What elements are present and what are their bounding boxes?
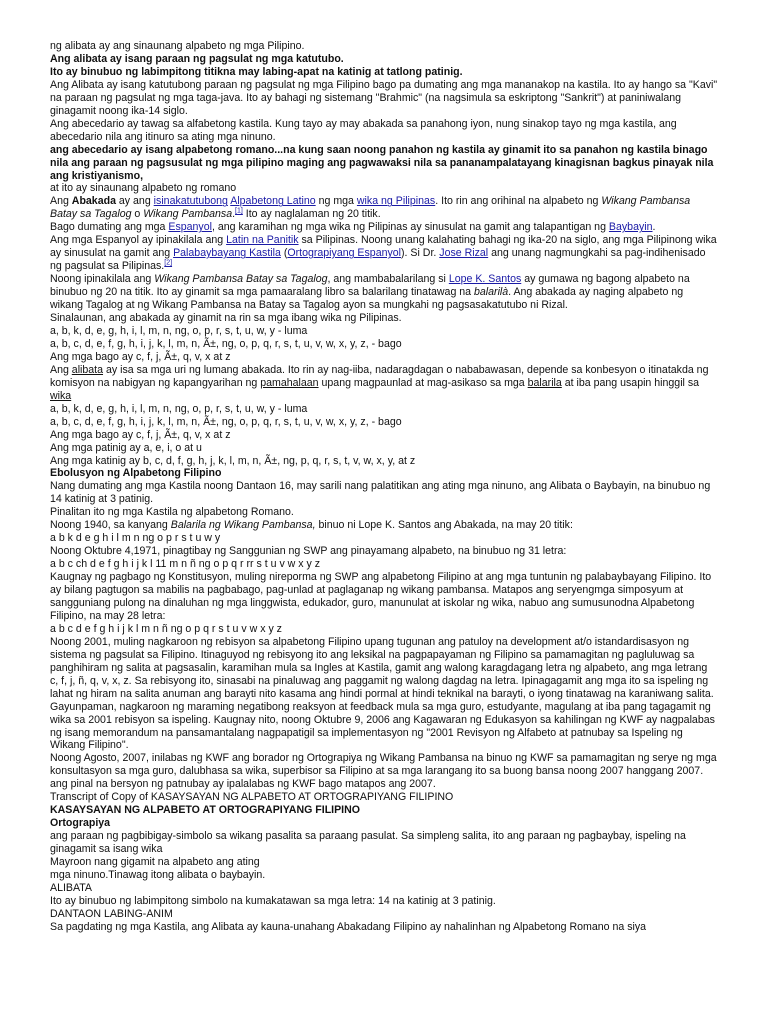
text-run: ang unang nagmungkahi sa pag-indihenisado ng pagsulat sa Pilipinas. — [50, 247, 709, 273]
text-run: Ito ay binubuo ng labimpitong simbolo na kumakatawan sa mga letra: 14 na katinig at 3 patinig. — [50, 894, 496, 907]
underlined-text: balarila — [527, 376, 562, 389]
bold-text: ang abecedario ay isang alpabetong romano...na kung saan noong panahon ng kastila ay ginamit ito sa panahon ng kastila binago nila ang paraan ng pagsusulat ng mga pilipino maging ang pagwawaksi nila sa pananampalatayang kinagisnan bagkus pinayak nila ang kristiyanismo, — [50, 143, 717, 182]
bold-text: Ang alibata ay isang paraan ng pagsulat ng mga katutubo. — [50, 52, 344, 65]
text-run: . Ito rin ang orihinal na alpabeto ng — [435, 195, 602, 208]
text-line — [50, 118, 718, 144]
text-line — [50, 480, 718, 506]
text-run: Noong Oktubre 4,1971, pinagtibay ng Sanggunian ng SWP ang pinayamang alpabeto, na binubuo ng 31 letra: — [50, 545, 567, 558]
hyperlink[interactable]: Alpabetong Latino — [230, 195, 316, 208]
text-line — [50, 416, 718, 429]
text-run: Ang — [50, 195, 72, 208]
text-run: sa Pilipinas. Noong unang kalahating bahagi ng ika-20 na siglo, ang mga Pilipinong wika ay sinusulat na gamit ang — [50, 234, 720, 260]
text-run: a, b, c, d, e, f, g, h, i, j, k, l, m, n, Ã±, ng, o, p, q, r, s, t, u, v, w, x, y, z, - bago — [50, 337, 402, 350]
text-line — [50, 273, 718, 312]
text-run: Ang mga katinig ay b, c, d, f, g, h, j, k, l, m, n, Ã±, ng, p, q, r, s, t, v, w, x, y, at z — [50, 454, 416, 467]
text-line — [50, 455, 718, 468]
italic-text: Wikang Pambansa — [143, 208, 233, 221]
text-line — [50, 830, 718, 856]
hyperlink[interactable]: Palabaybayang Kastila — [173, 247, 281, 260]
text-run: Ang Alibata ay isang katutubong paraan ng pagsulat ng mga Filipino bago pa dumating ang mga mananakop na kastila. Ito ay hango sa "Kavi" na paraan ng pagsulat ng mga taga-java. Ito ay bahagi ng sistemang "Brahmic" (na nagsimula sa eskriptong "Sankrit") at paniniwalang ginagamit noong ika-14 siglo. — [50, 78, 721, 117]
text-line — [50, 804, 718, 817]
text-line — [50, 338, 718, 351]
text-run: Ang mga bago ay c, f, j, Ã±, q, v, x at z — [50, 350, 231, 363]
bold-text: KASAYSAYAN NG ALPABETO AT ORTOGRAPIYANG FILIPINO — [50, 804, 361, 817]
text-run: a, b, c, d, e, f, g, h, i, j, k, l, m, n, Ã±, ng, o, p, q, r, s, t, u, v, w, x, y, z, - bago — [50, 415, 402, 428]
text-run: , ang karamihan ng mga wika ng Pilipinas ay sinusulat na gamit ang talapantigan ng — [211, 221, 609, 234]
text-run: Noong Agosto, 2007, inilabas ng KWF ang borador ng Ortograpiya ng Wikang Pambansa na binuo ng KWF sa pamamagitan ng serye ng mga konsultasyon sa mga guro, dalubhasa sa wika, superbisor sa Filipino at sa mga larangang ito sa buong bansa noong 2007 hanggang 2007. ang pinal na bersyon ng patnubay ay ipalalabas ng KWF bago matapos ang 2007. — [50, 752, 720, 791]
text-run: ng mga — [315, 195, 357, 208]
text-line — [50, 532, 718, 545]
text-line — [50, 467, 718, 480]
text-line — [50, 817, 718, 830]
text-line — [50, 869, 718, 882]
hyperlink[interactable]: Ortograpiyang Espanyol — [287, 247, 402, 260]
text-run: Pinalitan ito ng mga Kastila ng alpabetong Romano. — [50, 506, 294, 519]
text-line — [50, 571, 718, 623]
text-run: Ang abecedario ay tawag sa alfabetong kastila. Kung tayo ay may abakada sa panahong iyon, nung sinakop tayo ng mga kastila, ang abecedario nila ang itinuro sa ating mga ninuno. — [50, 117, 680, 143]
text-run: Sa pagdating ng mga Kastila, ang Alibata ay kauna-unahang Abakadang Filipino ay nahalinhan ng Alpabetong Romano na siya — [50, 920, 647, 933]
text-run: . — [232, 208, 236, 221]
text-run: Ang mga bago ay c, f, j, Ã±, q, v, x at z — [50, 428, 231, 441]
text-run: ay ang — [115, 195, 154, 208]
hyperlink[interactable]: Baybayin — [608, 221, 653, 234]
footnote-ref-link[interactable]: [2] — [164, 259, 173, 267]
text-run: ). Si Dr. — [401, 247, 440, 260]
underlined-text: alibata — [71, 363, 104, 376]
text-line — [50, 908, 718, 921]
bold-text: Ito ay binubuo ng labimpitong titikna may labing-apat na katinig at tatlong patinig. — [50, 65, 463, 78]
text-line — [50, 312, 718, 325]
hyperlink[interactable]: Espanyol — [168, 221, 212, 234]
bold-text: Ebolusyon ng Alpabetong Filipino — [50, 467, 222, 480]
hyperlink[interactable]: isinakatutubong — [153, 195, 228, 208]
text-run: Sinalaunan, ang abakada ay ginamit na rin sa mga ibang wika ng Pilipinas. — [50, 312, 402, 325]
text-run: Gayunpaman, nagkaroon ng maraming negatibong reaksyon at feedback mula sa mga guro, estudyante, magulang at iba pang tagagamit ng wika sa 2001 rebisyon sa ispeling. Kaugnay nito, noong Oktubre 9, 2006 ang Kagawaran ng Edukasyon sa kahilingan ng KWF ay nagpalabas ng isang memorandum na pansamantalang nagpapatigil sa implementasyon ng "2001 Revisyon ng Alfabeto at patnubay sa Ispeling ng Wikang Filipino". — [50, 700, 718, 752]
text-run: binuo ni Lope K. Santos ang Abakada, na may 20 titik: — [315, 519, 573, 532]
text-run: ang paraan ng pagbibigay-simbolo sa wikang pasalita sa paraang pasulat. Sa simpleng salita, ito ang paraan ng pagbaybay, ispeling na ginagamit sa isang wika — [50, 830, 689, 856]
text-run: Noong ipinakilala ang — [50, 273, 155, 286]
text-line — [50, 78, 721, 118]
text-line — [50, 506, 718, 519]
text-run: Kaugnay ng pagbago ng Konstitusyon, muling nireporma ng SWP ang alpabetong Filipino at ang mga tuntunin ng palabaybayang Filipino. Ito ay bilang pagtugon sa mabilis na pagbabago, pag-unlad at paglaganap ng wikang pambansa. Matapos ang seryengmga simposyum at sangguniang pulong na dinaluhan ng mga linggwista, edukador, guro, manunulat at iskolar ng wika, nabuo ang sumusunodna Alpabetong Filipino, na may 28 letra: — [50, 571, 715, 622]
text-line — [50, 791, 718, 804]
text-line — [50, 234, 718, 273]
text-line — [50, 53, 718, 66]
bold-text: Abakada — [71, 195, 116, 208]
text-run: at iba pang usapin hinggil sa — [561, 376, 702, 389]
text-line — [50, 325, 718, 338]
text-line — [50, 364, 718, 403]
footnote-ref — [235, 208, 243, 215]
italic-text: Wikang Pambansa Batay sa Tagalog — [154, 273, 328, 286]
text-run: a b c ch d e f g h i j k l 11 m n ñ ng o p q r rr s t u v w x y z — [50, 558, 321, 571]
text-run: Ang mga patinig ay a, e, i, o at u — [50, 441, 202, 454]
text-run: Noong 1940, sa kanyang — [50, 519, 171, 532]
text-line — [50, 429, 718, 442]
italic-text: Wikang Pambansa Batay sa Tagalog — [50, 195, 694, 221]
text-line — [50, 351, 718, 364]
text-run: Bago dumating ang mga — [50, 221, 169, 234]
text-line — [50, 221, 718, 234]
text-run: ay isa sa mga uri ng lumang abakada. Ito rin ay nag-iiba, nadaragdagan o nababawasan, depende sa konbesyon o itinatakda ng komisyon na nabigyan ng kapangyarihan ng — [50, 363, 712, 389]
text-line — [50, 403, 718, 416]
italic-text: Balarila ng Wikang Pambansa, — [170, 519, 316, 532]
text-run: a b k d e g h i l m n ng o p r s t u w y — [50, 532, 221, 545]
text-run: at ito ay sinaunang alpabeto ng romano — [50, 182, 237, 195]
text-run: Ang mga Espanyol ay ipinakilala ang — [50, 234, 227, 247]
text-run: Ang — [50, 363, 72, 376]
text-line — [50, 623, 718, 636]
text-line — [50, 856, 718, 869]
text-line — [50, 895, 718, 908]
text-run: a b c d e f g h i j k l m n ñ ng o p q r s t u v w x y z — [50, 622, 282, 635]
hyperlink[interactable]: Latin na Panitik — [226, 234, 299, 247]
footnote-ref — [164, 260, 172, 267]
text-run: Nang dumating ang mga Kastila noong Dantaon 16, may sarili nang palatitikan ang ating mga ninuno, ang Alibata o Baybayin, na binubuo ng 14 katinig at 3 patinig. — [50, 480, 714, 506]
text-line — [50, 701, 718, 753]
text-run: a, b, k, d, e, g, h, i, l, m, n, ng, o, p, r, s, t, u, w, y - luma — [50, 402, 308, 415]
footnote-ref-link[interactable]: [1] — [235, 207, 243, 215]
text-run: . — [652, 221, 656, 234]
text-line — [50, 442, 718, 455]
text-run: . Ang abakada ay naging alpabeto ng wikang Tagalog at ng Wikang Pambansa na Batay sa Tagalog ayon sa mungkahi ng pagsasakatutubo ni Rizal. — [50, 286, 687, 312]
text-line — [50, 558, 718, 571]
underlined-text: wika — [50, 389, 72, 402]
underlined-text: pamahalaan — [260, 376, 319, 389]
text-run: mga ninuno.Tinawag itong alibata o baybayin. — [50, 869, 266, 881]
text-line — [50, 182, 718, 195]
text-line — [50, 921, 718, 934]
text-line — [50, 519, 718, 532]
text-run: , ang mambabalarilang si — [327, 273, 449, 286]
text-line — [50, 882, 718, 895]
text-run: o — [131, 208, 144, 221]
hyperlink[interactable]: wika ng Pilipinas — [356, 195, 436, 208]
text-run: Ito ay naglalaman ng 20 titik. — [242, 208, 381, 221]
bold-text: Ortograpiya — [50, 817, 111, 830]
italic-text: balarilà — [474, 286, 509, 299]
text-run: Transcript of Copy of KASAYSAYAN NG ALPABETO AT ORTOGRAPIYANG FILIPINO — [50, 791, 454, 804]
text-run: ay gumawa ng bagong alpabeto na binubuo ng 20 na titik. Ito ay ginamit sa mga pamaaralang libro sa balarilang tinatawag na — [50, 273, 693, 299]
text-line — [50, 545, 718, 558]
text-run: a, b, k, d, e, g, h, i, l, m, n, ng, o, p, r, s, t, u, w, y - luma — [50, 324, 308, 337]
text-run: upang magpaunlad at mag-asikaso sa mga — [318, 376, 528, 389]
text-run: DANTAON LABING-ANIM — [50, 907, 173, 920]
text-line — [50, 66, 718, 79]
text-run: ng alibata ay ang sinaunang alpabeto ng mga Pilipino. — [50, 40, 305, 52]
text-line — [50, 752, 718, 791]
text-line — [50, 144, 718, 183]
hyperlink[interactable]: Lope K. Santos — [448, 273, 522, 286]
text-run: Mayroon nang gigamit na alpabeto ang ating — [50, 856, 260, 869]
text-line — [50, 40, 718, 53]
hyperlink[interactable]: Jose Rizal — [439, 247, 489, 260]
text-line — [50, 636, 718, 701]
text-run: ALIBATA — [50, 881, 92, 894]
text-run: ( — [280, 247, 288, 260]
text-run: Noong 2001, muling nagkaroon ng rebisyon sa alpabetong Filipino upang tugunan ang patuloy na development at/o istandardisasyon ng sistema ng pagsulat sa Filipino. Itinaguyod ng rebisyong ito ang leksikal na pagpapayaman ng Filipino sa pamamagitan ng pagluluwag sa panghihiram ng salita at pagsasalin, karamihan mula sa Ingles at Kastila, gamit ang walong karagdagang letra ng alpabeto, ang mga letrang c, f, j, ñ, q, v, x, z. Sa rebisyong ito, sinasabi na pinaluwag ang paggamit ng walong dagdag na letra. Ipinagagamit ang mga ito sa ispeling ng lahat ng hiram na salita anuman ang barayti nito kasama ang hindi pormal at hindi teknikal na barayti, o iyong tinatawag na karaniwang salita. — [50, 635, 714, 700]
text-line — [50, 195, 718, 221]
